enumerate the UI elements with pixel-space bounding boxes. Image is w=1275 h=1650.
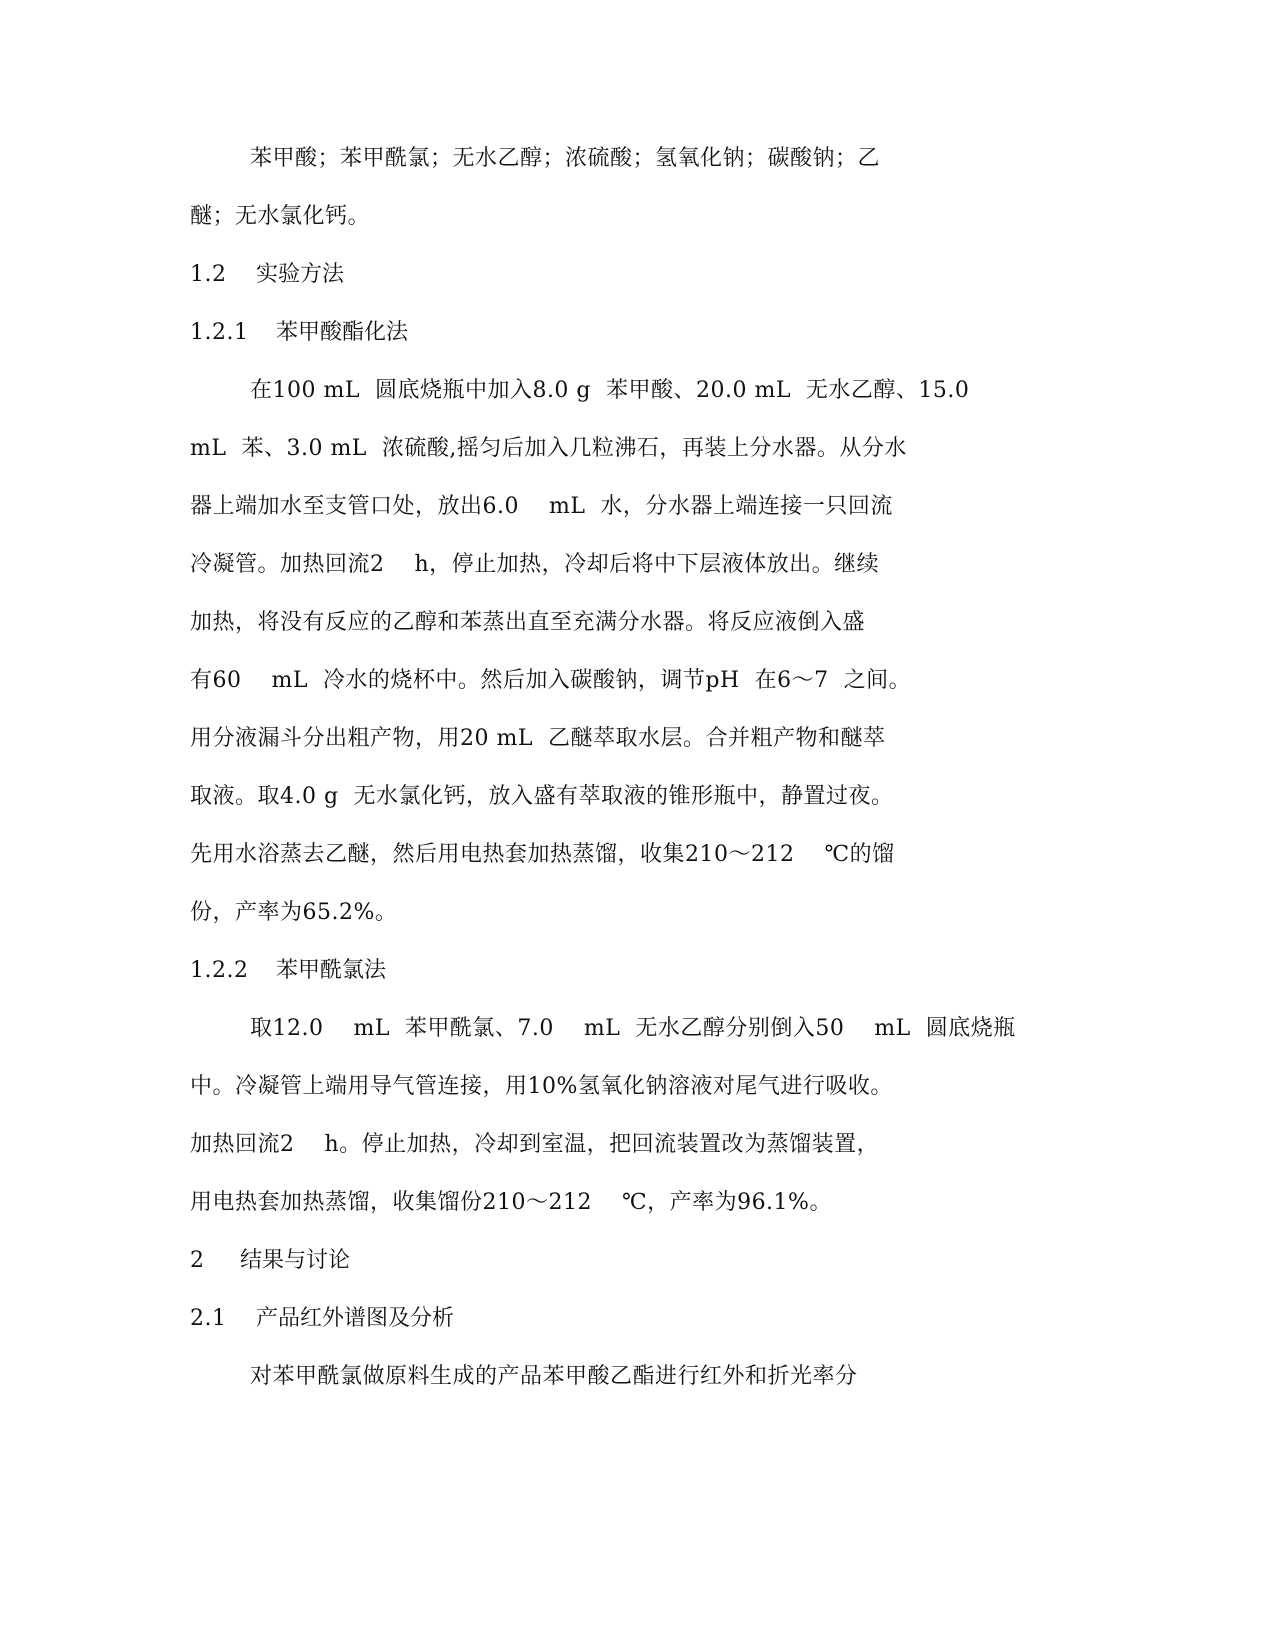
paragraph-line: 用分液漏斗分出粗产物，用20 mL 乙醚萃取水层。合并粗产物和醚萃 (190, 726, 886, 751)
section-number: 2.1 (190, 1306, 227, 1331)
paragraph-line: 有60 mL 冷水的烧杯中。然后加入碳酸钠，调节pH 在6～7 之间。 (190, 668, 912, 693)
section-heading (190, 260, 344, 290)
subsection-heading (190, 1304, 454, 1334)
section-number: 2 (190, 1248, 205, 1273)
section-number: 1.2.1 (190, 320, 249, 345)
paragraph-line: 先用水浴蒸去乙醚，然后用电热套加热蒸馏，收集210～212 ℃的馏 (190, 842, 895, 867)
section-number: 1.2 (190, 262, 227, 287)
paragraph-line: 冷凝管。加热回流2 h，停止加热，冷却后将中下层液体放出。继续 (190, 552, 880, 577)
subsection-heading (190, 318, 408, 348)
section-title: 实验方法 (256, 262, 345, 287)
paragraph-line: 用电热套加热蒸馏，收集馏份210～212 ℃，产率为96.1%。 (190, 1190, 832, 1215)
paragraph-line: 加热，将没有反应的乙醇和苯蒸出直至充满分水器。将反应液倒入盛 (190, 610, 866, 635)
paragraph-line: 苯甲酸；苯甲酰氯；无水乙醇；浓硫酸；氢氧化钠；碳酸钠；乙 (250, 146, 881, 171)
paragraph-line: 取液。取4.0 g 无水氯化钙，放入盛有萃取液的锥形瓶中，静置过夜。 (190, 784, 894, 809)
subsection-heading (190, 956, 386, 986)
paragraph-line: 加热回流2 h。停止加热，冷却到室温，把回流装置改为蒸馏装置， (190, 1132, 880, 1157)
paragraph-line: mL 苯、3.0 mL 浓硫酸,摇匀后加入几粒沸石，再装上分水器。从分水 (190, 436, 907, 461)
paragraph-line: 取12.0 mL 苯甲酰氯、7.0 mL 无水乙醇分别倒入50 mL 圆底烧瓶 (250, 1016, 1016, 1041)
section-title: 结果与讨论 (240, 1248, 351, 1273)
paragraph-line: 器上端加水至支管口处，放出6.0 mL 水，分水器上端连接一只回流 (190, 494, 893, 519)
section-number: 1.2.2 (190, 958, 249, 983)
section-heading (190, 1246, 350, 1276)
section-title: 产品红外谱图及分析 (256, 1306, 455, 1331)
section-title: 苯甲酰氯法 (276, 958, 387, 983)
paragraph-line: 对苯甲酰氯做原料生成的产品苯甲酸乙酯进行红外和折光率分 (250, 1364, 858, 1389)
paragraph-line: 醚；无水氯化钙。 (190, 204, 371, 229)
paragraph-line: 份，产率为65.2%。 (190, 900, 398, 925)
paragraph-line: 在100 mL 圆底烧瓶中加入8.0 g 苯甲酸、20.0 mL 无水乙醇、15.0 (250, 378, 970, 403)
section-title: 苯甲酸酯化法 (276, 320, 409, 345)
paragraph-line: 中。冷凝管上端用导气管连接，用10%氢氧化钠溶液对尾气进行吸收。 (190, 1074, 893, 1099)
